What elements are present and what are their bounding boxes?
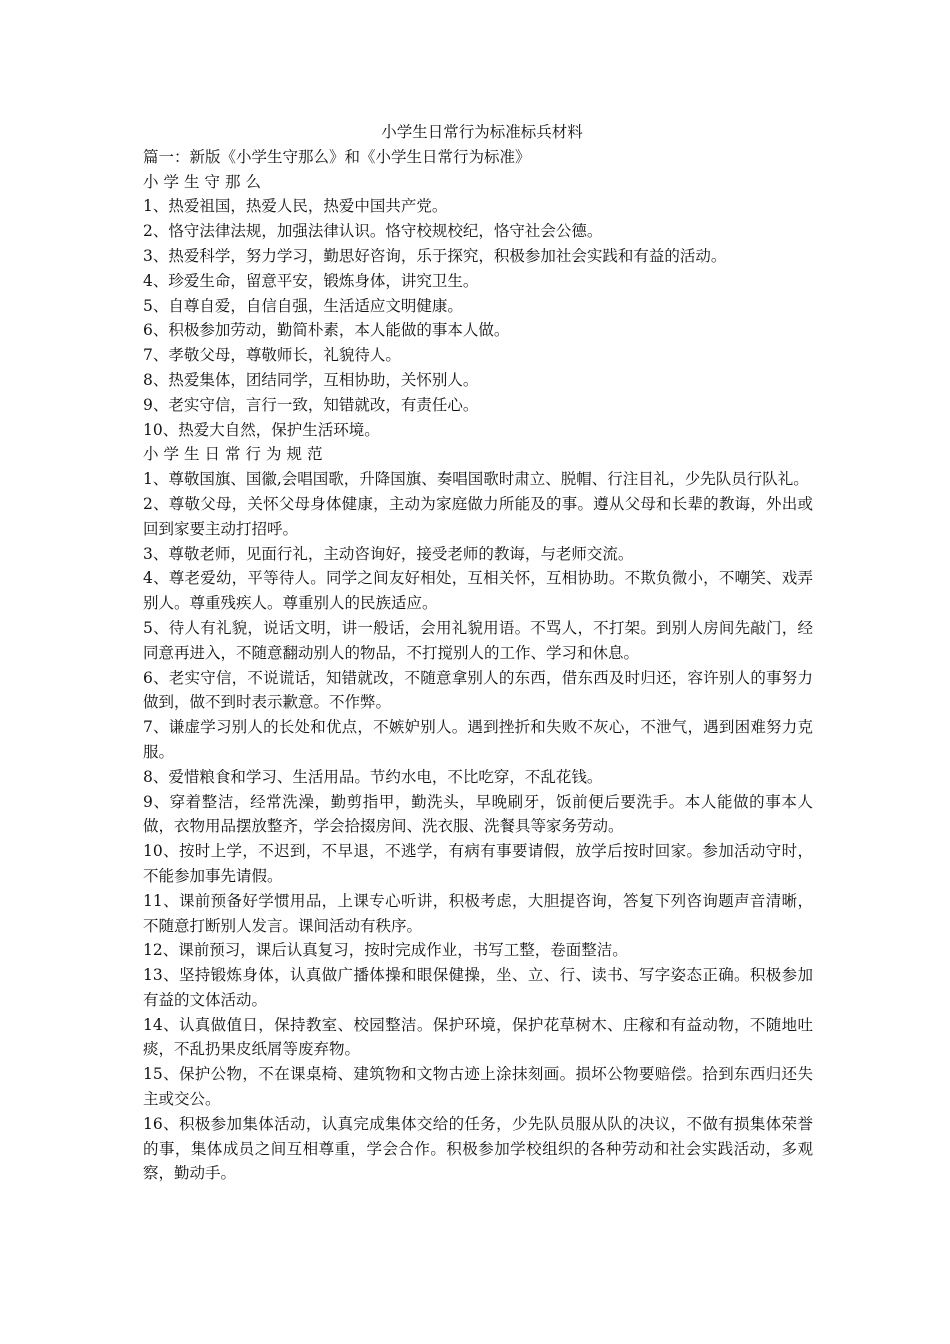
section-heading-rules: 小学生守那么	[143, 172, 267, 191]
norm-item: 11、课前预备好学惯用品，上课专心听讲，积极考虑，大胆提咨询，答复下列咨询题声音清晰，不随意打断别人发言。课间活动有秩序。	[143, 891, 813, 935]
rule-item: 9、老实守信，言行一致，知错就改，有责任心。	[143, 395, 479, 414]
norm-item: 10、按时上学，不迟到，不早退，不逃学，有病有事要请假，放学后按时回家。参加活动守时，不能参加事先请假。	[143, 842, 813, 885]
norm-item: 8、爱惜粮食和学习、生活用品。节约水电，不比吃穿，不乱花钱。	[143, 767, 603, 786]
norm-item: 5、待人有礼貌，说话文明，讲一般话，会用礼貌用语。不骂人，不打架。到别人房间先敲门，经同意再进入，不随意翻动别人的物品，不打搅别人的工作、学习和休息。	[143, 618, 813, 662]
norm-item: 6、老实守信，不说谎话，知错就改，不随意拿别人的东西，借东西及时归还，容许别人的事努力做到，做不到时表示歉意。不作弊。	[143, 668, 813, 712]
norm-item: 7、谦虚学习别人的长处和优点，不嫉妒别人。遇到挫折和失败不灰心，不泄气，遇到困难努力克服。	[143, 718, 813, 761]
document-page	[143, 120, 813, 1186]
norm-item: 4、尊老爱幼，平等待人。同学之间友好相处，互相关怀，互相协助。不欺负微小，不嘲笑、戏弄别人。尊重残疾人。尊重别人的民族适应。	[143, 569, 813, 613]
rule-item: 5、自尊自爱，自信自强，生活适应文明健康。	[143, 296, 463, 315]
rule-item: 3、热爱科学，努力学习，勤思好咨询，乐于探究，积极参加社会实践和有益的活动。	[143, 246, 727, 265]
rule-item: 2、恪守法律法规，加强法律认识。恪守校规校纪，恪守社会公德。	[143, 222, 603, 241]
norm-item: 14、认真做值日，保持教室、校园整洁。保护环境，保护花草树木、庄稼和有益动物，不随地吐痰，不乱扔果皮纸屑等废弃物。	[143, 1015, 813, 1059]
rule-item: 8、热爱集体，团结同学，互相协助，关怀别人。	[143, 370, 479, 389]
norm-item: 16、积极参加集体活动，认真完成集体交给的任务，少先队员服从队的决议，不做有损集体荣誉的事，集体成员之间互相尊重，学会合作。积极参加学校组织的各种劳动和社会实践活动，多观察，勤动手。	[143, 1114, 813, 1183]
norm-item: 15、保护公物，不在课桌椅、建筑物和文物古迹上涂抹刻画。损坏公物要赔偿。拾到东西归还失主或交公。	[143, 1065, 813, 1109]
rule-item: 4、珍爱生命，留意平安，锻炼身体，讲究卫生。	[143, 271, 479, 290]
norm-item: 9、穿着整洁，经常洗澡，勤剪指甲，勤洗头，早晚刷牙，饭前便后要洗手。本人能做的事本人做，衣物用品摆放整齐，学会拾掇房间、洗衣服、洗餐具等家务劳动。	[143, 792, 813, 836]
rule-item: 1、热爱祖国，热爱人民，热爱中国共产党。	[143, 197, 448, 216]
norm-item: 1、尊敬国旗、国徽,会唱国歌，升降国旗、奏唱国歌时肃立、脱帽、行注目礼，少先队员行队礼。	[143, 470, 809, 489]
norm-item: 2、尊敬父母，关怀父母身体健康，主动为家庭做力所能及的事。遵从父母和长辈的教诲，外出或回到家要主动打招呼。	[143, 494, 813, 538]
rule-item: 10、热爱大自然，保护生活环境。	[143, 420, 380, 439]
norm-item: 3、尊敬老师，见面行礼，主动咨询好，接受老师的教诲，与老师交流。	[143, 544, 634, 563]
part-heading: 篇一：新版《小学生守那么》和《小学生日常行为标准》	[143, 147, 531, 166]
norm-item: 12、课前预习，课后认真复习，按时完成作业，书写工整，卷面整洁。	[143, 941, 628, 960]
section-heading-norms: 小学生日常行为规范	[143, 445, 328, 464]
rule-item: 6、积极参加劳动，勤简朴素，本人能做的事本人做。	[143, 321, 510, 340]
document-title: 小学生日常行为标准标兵材料	[381, 123, 583, 141]
norm-item: 13、坚持锻炼身体，认真做广播体操和眼保健操，坐、立、行、读书、写字姿态正确。积极参加有益的文体活动。	[143, 966, 813, 1009]
rule-item: 7、孝敬父母，尊敬师长，礼貌待人。	[143, 346, 401, 365]
